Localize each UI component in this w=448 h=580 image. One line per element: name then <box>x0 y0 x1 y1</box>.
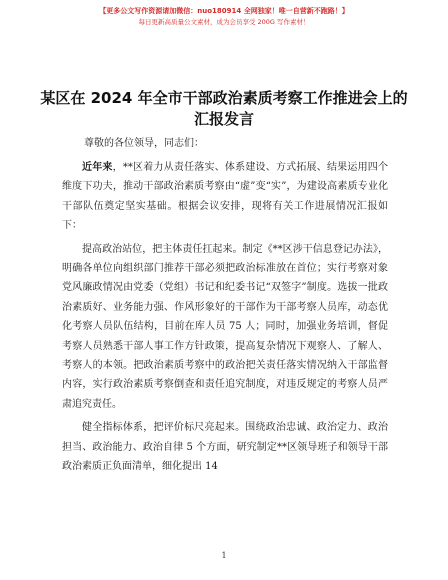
document-title: 某区在 2024 年全市干部政治素质考察工作推进会上的汇报发言 <box>40 89 408 128</box>
promo-banner <box>0 6 448 28</box>
paragraph-3: 健全指标体系，把评价标尺亮起来。围绕政治忠诚、政治定力、政治担当、政治能力、政治自律 5 个方面，研究制定**区领导班子和领导干部政治素质正负面清单，细化提出 14 <box>62 422 388 473</box>
paragraph-2: 提高政治站位，把主体责任扛起来。制定《**区涉干信息登记办法》，明确各单位向组织部门推荐干部必须把政治标准放在首位；实行考察对象党风廉政情况由党委（党组）书记和纪委书记“双签字”制度。选拔一批政治素质好、业务能力强、作风形象好的干部作为干部考察人员库，动态优化考察人员队伍结构，目前在库人员 75 人；同时，加强业务培训，督促考察人员熟悉干部人事工作方针政策，提高复杂情况下观察人、了解人、考察人的本领。把政治素质考察中的政治把关责任落实情况纳入干部监督内容，实行政治素质考察倒查和责任追究制度，对违反规定的考察人员严肃追究责任。 <box>62 243 388 410</box>
paragraph-1-text: ，**区着力从责任落实、体系建设、方式拓展、结果运用四个维度下功夫，推动干部政治素质考察由“虚”变“实”，为建设高素质专业化干部队伍奠定坚实基础。根据会议安排，现将有关工作进展情况汇报如下： <box>62 162 389 232</box>
document-body <box>62 158 388 477</box>
paragraph-1 <box>62 158 388 236</box>
promo-banner-line-1: 【更多公文写作资源请加微信：nuo180914 全网独家！唯一自营新不跑路！】 <box>99 7 349 15</box>
salutation: 尊敬的各位领导，同志们： <box>84 138 204 149</box>
promo-banner-line-2: 每日更新高质量公文素材，成为会员享受 200G 写作素材！ <box>138 18 310 26</box>
page-number: 1 <box>221 551 227 560</box>
paragraph-1-lead: 近年来 <box>82 162 113 173</box>
